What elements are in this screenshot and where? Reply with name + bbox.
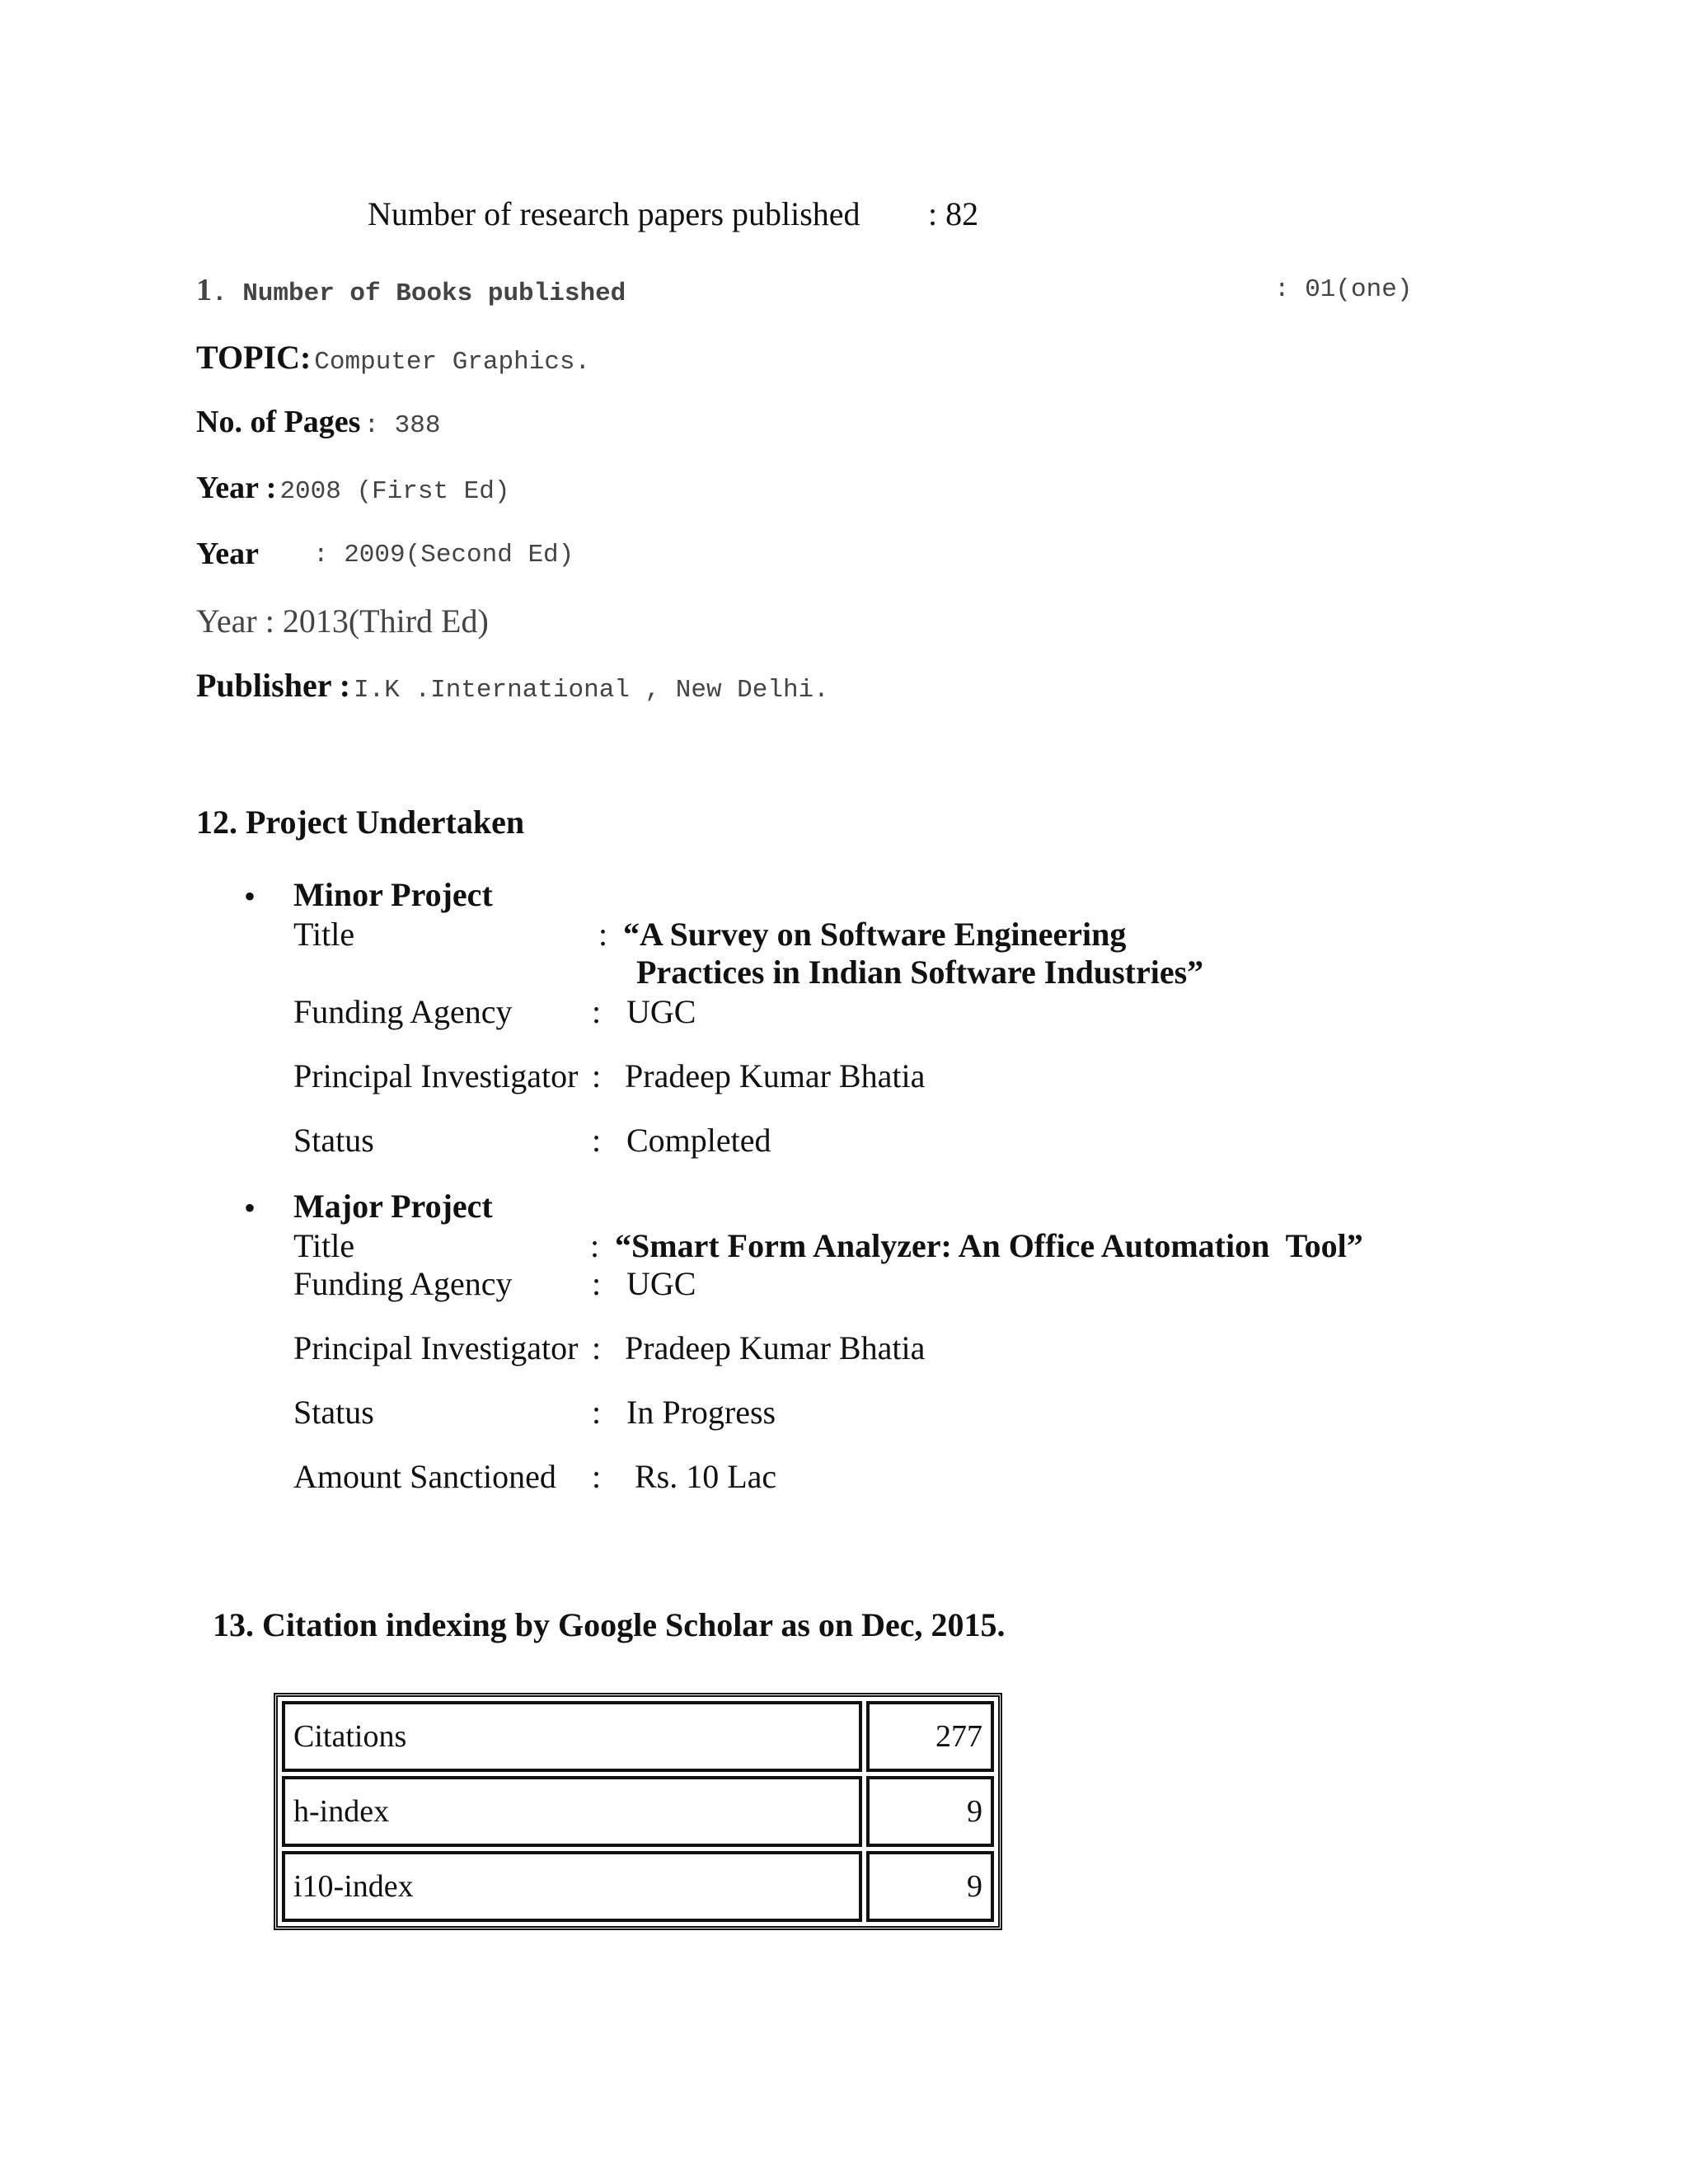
minor-title-colon: : bbox=[598, 916, 608, 953]
topic-label: TOPIC: bbox=[196, 339, 312, 376]
major-funding-label: Funding Agency bbox=[293, 1265, 513, 1302]
books-count-value: : 01(one) bbox=[1274, 275, 1413, 304]
citations-value: 277 bbox=[866, 1701, 994, 1772]
minor-funding-colon: : bbox=[592, 993, 602, 1030]
pages-value: : 388 bbox=[363, 411, 441, 440]
table-row bbox=[282, 1776, 994, 1847]
citations-heading: 13. Citation indexing by Google Scholar as on Dec, 2015. bbox=[213, 1606, 1006, 1643]
research-papers-value: : 82 bbox=[928, 195, 979, 232]
year2-label: Year bbox=[196, 537, 259, 571]
major-title-colon: : bbox=[590, 1227, 600, 1264]
minor-status-label: Status bbox=[293, 1122, 374, 1159]
topic-row bbox=[196, 338, 590, 377]
topic-value: Computer Graphics. bbox=[314, 348, 591, 377]
minor-pi-colon: : bbox=[592, 1057, 602, 1094]
minor-pi-value: Pradeep Kumar Bhatia bbox=[625, 1057, 926, 1094]
h-index-value: 9 bbox=[866, 1776, 994, 1847]
citations-label: Citations bbox=[282, 1701, 862, 1772]
pages-label: No. of Pages bbox=[196, 405, 361, 439]
major-pi-label: Principal Investigator bbox=[293, 1329, 579, 1366]
minor-funding-label: Funding Agency bbox=[293, 993, 513, 1030]
minor-pi-label: Principal Investigator bbox=[293, 1057, 579, 1094]
i10-index-label: i10-index bbox=[282, 1851, 862, 1922]
year3-text: Year : 2013(Third Ed) bbox=[196, 602, 489, 640]
section-number: 1 bbox=[196, 273, 212, 307]
books-count-text: . Number of Books published bbox=[212, 279, 626, 308]
major-amount-label: Amount Sanctioned bbox=[293, 1458, 556, 1495]
major-pi-colon: : bbox=[592, 1329, 602, 1366]
minor-status-colon: : bbox=[592, 1122, 602, 1159]
major-funding-colon: : bbox=[592, 1265, 602, 1302]
major-title-value: “Smart Form Analyzer: An Office Automation Tool” bbox=[615, 1227, 1363, 1264]
projects-heading: 12. Project Undertaken bbox=[196, 804, 525, 841]
minor-title-label: Title bbox=[293, 916, 355, 953]
minor-project-heading: Minor Project bbox=[293, 876, 493, 913]
major-status-value: In Progress bbox=[626, 1394, 776, 1431]
i10-index-value: 9 bbox=[866, 1851, 994, 1922]
major-amount-value: Rs. 10 Lac bbox=[635, 1458, 777, 1495]
major-title-label: Title bbox=[293, 1227, 355, 1264]
year1-label: Year : bbox=[196, 471, 277, 505]
minor-title-line2: Practices in Indian Software Industries” bbox=[636, 954, 1204, 991]
publisher-value: I.K .International , New Delhi. bbox=[354, 676, 829, 705]
year1-value: 2008 (First Ed) bbox=[279, 477, 510, 506]
year2-value: : 2009(Second Ed) bbox=[313, 541, 574, 569]
major-status-label: Status bbox=[293, 1394, 374, 1431]
major-amount-colon: : bbox=[592, 1458, 602, 1495]
table-row bbox=[282, 1851, 994, 1922]
h-index-label: h-index bbox=[282, 1776, 862, 1847]
minor-funding-value: UGC bbox=[626, 993, 696, 1030]
citations-table bbox=[274, 1693, 1002, 1930]
research-papers-label: Number of research papers published bbox=[368, 195, 860, 232]
major-project-heading: Major Project bbox=[293, 1188, 493, 1225]
major-funding-value: UGC bbox=[626, 1265, 696, 1302]
books-count-label bbox=[196, 272, 626, 308]
publisher-row bbox=[196, 666, 829, 705]
major-status-colon: : bbox=[592, 1394, 602, 1431]
year1-row bbox=[196, 470, 509, 506]
pages-row bbox=[196, 404, 440, 440]
minor-status-value: Completed bbox=[626, 1122, 771, 1159]
major-pi-value: Pradeep Kumar Bhatia bbox=[625, 1329, 926, 1366]
publisher-label: Publisher : bbox=[196, 667, 351, 704]
bullet-icon: • bbox=[244, 1189, 256, 1226]
minor-title-line1: “A Survey on Software Engineering bbox=[623, 916, 1127, 953]
bullet-icon: • bbox=[244, 878, 256, 915]
table-row bbox=[282, 1701, 994, 1772]
